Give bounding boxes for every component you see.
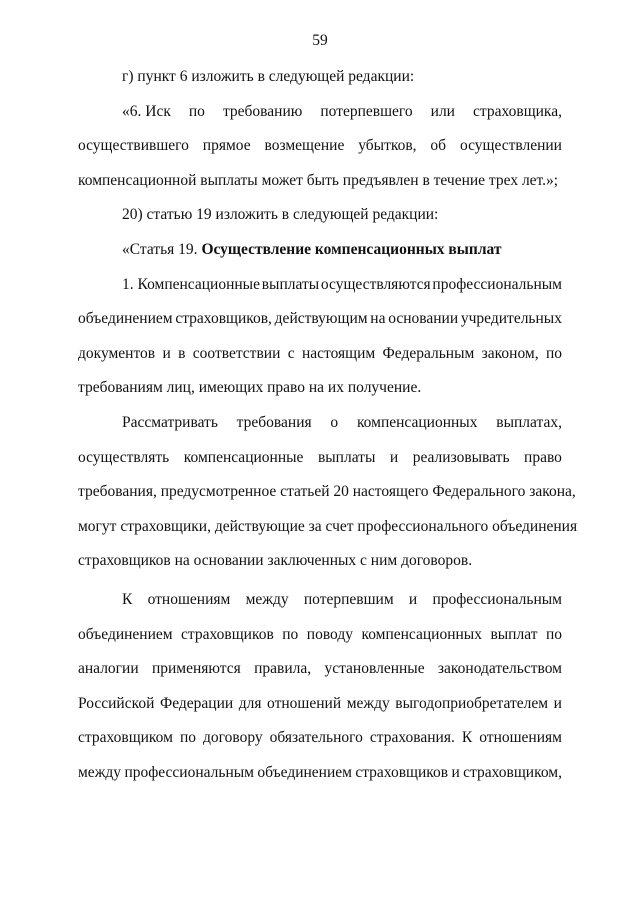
word: Рассматривать bbox=[122, 413, 218, 431]
word: страховщиков bbox=[181, 625, 274, 643]
paragraph-line bbox=[78, 618, 562, 653]
word: Российской bbox=[78, 694, 155, 712]
paragraph-text: требования, предусмотренное статьей 20 настоящего Федерального закона, bbox=[78, 483, 576, 501]
paragraph-line bbox=[78, 756, 562, 791]
word: или bbox=[430, 102, 455, 120]
word: действующим bbox=[274, 310, 368, 328]
word: отношений bbox=[267, 694, 342, 712]
word: применяются bbox=[151, 660, 241, 678]
word: выплаты bbox=[261, 275, 320, 293]
word: об bbox=[430, 137, 447, 155]
word: страховщиков bbox=[355, 763, 449, 781]
word: документов bbox=[78, 344, 156, 362]
word: объединением bbox=[257, 763, 352, 781]
paragraph-line bbox=[78, 652, 562, 687]
article-prefix: «Статья 19. bbox=[122, 240, 202, 258]
word: потерпевшим bbox=[303, 590, 394, 608]
word: компенсационные bbox=[183, 448, 304, 466]
word: отношениям bbox=[479, 729, 562, 747]
word: настоящим bbox=[301, 344, 376, 362]
word: поводу bbox=[306, 625, 353, 643]
word: Федеральным bbox=[382, 344, 475, 362]
word: по bbox=[545, 344, 562, 362]
word: установленные bbox=[324, 660, 425, 678]
paragraph-line bbox=[78, 302, 562, 337]
word: страховщика, bbox=[473, 102, 562, 120]
paragraph-item-g bbox=[78, 60, 562, 95]
word: объединением bbox=[78, 310, 173, 328]
word: между bbox=[78, 763, 122, 781]
word: страхования. bbox=[369, 729, 455, 747]
word: договору bbox=[203, 729, 263, 747]
paragraph-line bbox=[78, 337, 562, 372]
paragraph-line bbox=[78, 721, 562, 756]
word: профессиональным bbox=[124, 763, 254, 781]
word: выплатах, bbox=[496, 413, 562, 431]
word: осуществлении bbox=[459, 137, 562, 155]
word: в bbox=[178, 344, 186, 362]
word: о bbox=[330, 413, 339, 431]
word: потерпевшего bbox=[320, 102, 413, 120]
paragraph-text: г) пункт 6 изложить в следующей редакции: bbox=[122, 68, 415, 85]
word: право bbox=[524, 448, 562, 466]
word: прямое bbox=[202, 137, 251, 155]
paragraph-line bbox=[78, 406, 562, 441]
word: реализовывать bbox=[412, 448, 510, 466]
page-number: 59 bbox=[312, 32, 328, 49]
paragraph-text: 20) статью 19 изложить в следующей редакции: bbox=[122, 206, 439, 224]
word: выплаты bbox=[317, 448, 376, 466]
paragraph-text: могут страховщики, действующие за счет профессионального объединения bbox=[78, 517, 578, 535]
word: законом, bbox=[481, 344, 539, 362]
word: по bbox=[545, 625, 562, 643]
word: осуществлять bbox=[78, 448, 170, 466]
paragraph-line bbox=[78, 371, 562, 406]
paragraph-line bbox=[78, 687, 562, 722]
word: требования bbox=[236, 413, 312, 431]
word: убытков, bbox=[358, 137, 417, 155]
word: профессиональным bbox=[432, 275, 562, 293]
word: компенсационных bbox=[356, 413, 478, 431]
word: аналогии bbox=[78, 660, 139, 678]
word: отношениям bbox=[147, 590, 231, 608]
paragraph-line bbox=[78, 164, 562, 199]
word: выплат bbox=[490, 625, 538, 643]
word: требованию bbox=[222, 102, 303, 120]
paragraph-item-20 bbox=[78, 198, 562, 233]
paragraph-line bbox=[78, 510, 578, 545]
word: с bbox=[287, 344, 295, 362]
word: и bbox=[162, 344, 171, 362]
word: по bbox=[188, 102, 205, 120]
word: «6. Иск bbox=[122, 102, 171, 120]
word: выгодоприобретателем bbox=[395, 694, 549, 712]
paragraph-line bbox=[78, 129, 562, 164]
word: основании bbox=[388, 310, 459, 328]
article-heading bbox=[78, 233, 562, 268]
word: и bbox=[451, 763, 460, 781]
word: 1. Компенсационные bbox=[122, 275, 260, 293]
paragraph-text: требованиям лиц, имеющих право на их получение. bbox=[78, 379, 422, 397]
word: для bbox=[238, 694, 262, 712]
word: осуществляются bbox=[320, 275, 431, 293]
paragraph-line bbox=[78, 544, 562, 579]
word: и bbox=[408, 590, 418, 608]
word: К bbox=[122, 590, 133, 608]
word: законодательством bbox=[437, 660, 562, 678]
word: возмещение bbox=[264, 137, 345, 155]
document-body bbox=[78, 60, 578, 790]
word: страховщиком bbox=[78, 729, 173, 747]
word: объединением bbox=[78, 625, 173, 643]
article-title: Осуществление компенсационных выплат bbox=[201, 240, 502, 258]
word: Федерации bbox=[159, 694, 234, 712]
paragraph-text: компенсационной выплаты может быть предъявлен в течение трех лет.»; bbox=[78, 171, 559, 189]
word: осуществившего bbox=[78, 137, 189, 155]
paragraph-text: страховщиков на основании заключенных с ним договоров. bbox=[78, 552, 473, 570]
word: страховщиков, bbox=[175, 310, 272, 328]
word: по bbox=[282, 625, 299, 643]
paragraph-line bbox=[78, 583, 562, 618]
word: правила, bbox=[254, 660, 312, 678]
word: между bbox=[245, 590, 289, 608]
word: и bbox=[553, 694, 562, 712]
word: профессиональным bbox=[432, 590, 562, 608]
word: страховщиком, bbox=[463, 763, 562, 781]
word: К bbox=[461, 729, 473, 747]
word: учредительных bbox=[460, 310, 562, 328]
word: и bbox=[389, 448, 399, 466]
word: компенсационных bbox=[361, 625, 482, 643]
paragraph-line bbox=[78, 475, 576, 510]
word: между bbox=[346, 694, 390, 712]
paragraph-line bbox=[78, 268, 562, 303]
paragraph-line bbox=[78, 95, 562, 130]
paragraph-line bbox=[78, 441, 562, 476]
word: на bbox=[370, 310, 386, 328]
word: по bbox=[179, 729, 196, 747]
word: соответствии bbox=[192, 344, 281, 362]
word: обязательного bbox=[269, 729, 363, 747]
